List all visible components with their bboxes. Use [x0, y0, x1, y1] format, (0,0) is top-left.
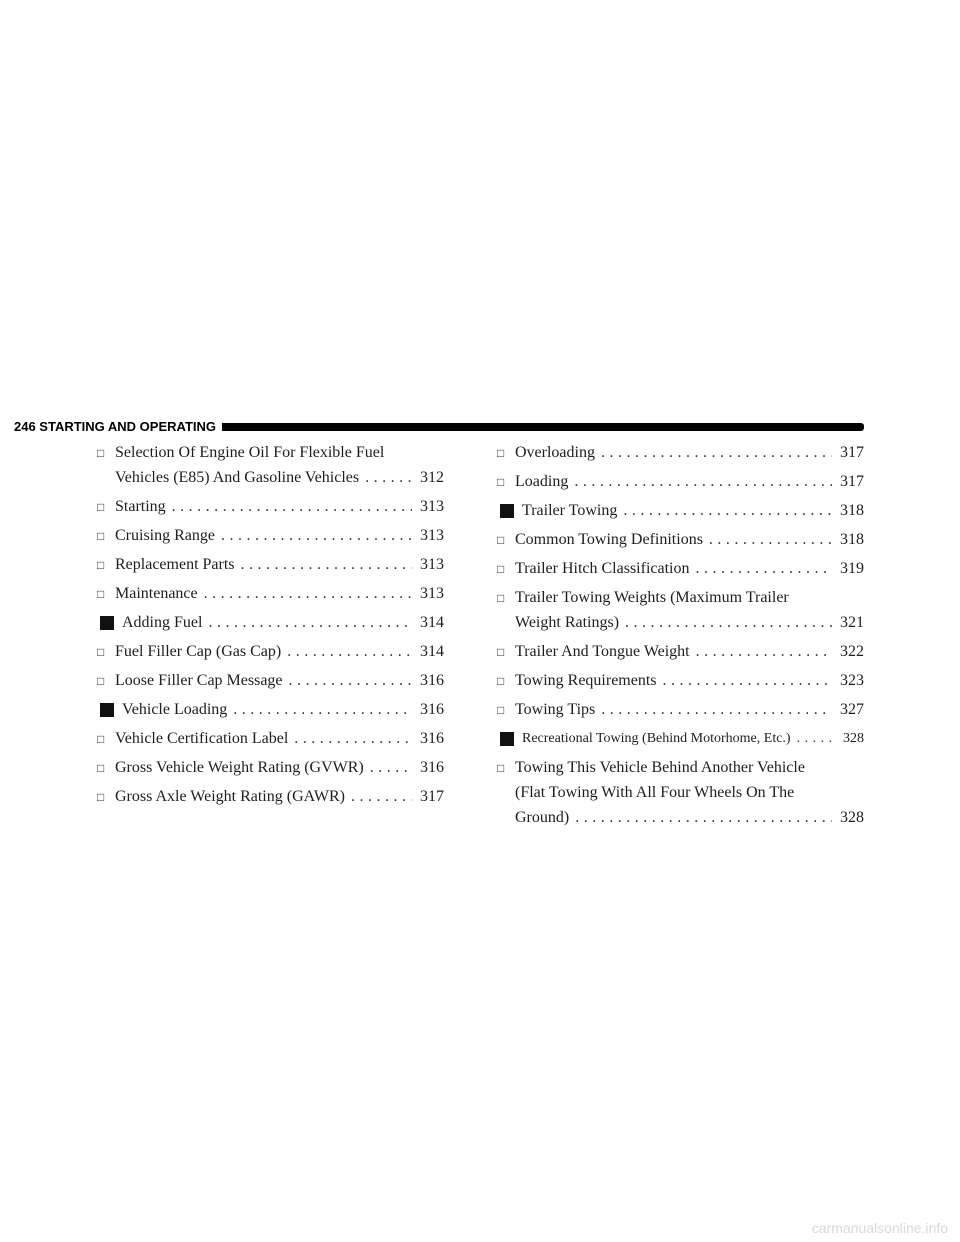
toc-entry-text: Gross Axle Weight Rating (GAWR) — [115, 788, 345, 805]
page-header — [14, 418, 864, 436]
page-number: 319 — [840, 560, 864, 577]
toc-subsection-entry[interactable] — [97, 755, 444, 780]
dot-leader — [370, 755, 412, 780]
toc-subsection-entry[interactable] — [497, 440, 864, 465]
page-number: 321 — [840, 614, 864, 631]
page-number: 318 — [840, 531, 864, 548]
hollow-square-icon: □ — [97, 500, 105, 514]
dot-leader — [696, 639, 832, 664]
toc-subsection-entry[interactable] — [497, 527, 864, 552]
black-square-bullet-icon — [500, 504, 514, 518]
page-number: 327 — [840, 701, 864, 718]
hollow-square-icon: □ — [97, 587, 105, 601]
page-number: 316 — [420, 701, 444, 718]
dot-leader — [221, 523, 412, 548]
hollow-square-icon: □ — [97, 790, 105, 804]
dot-leader — [696, 556, 833, 581]
dot-leader — [575, 805, 832, 830]
dot-leader — [208, 610, 412, 635]
hollow-square-icon: □ — [97, 558, 105, 572]
dot-leader — [365, 465, 412, 490]
hollow-square-icon: □ — [97, 761, 105, 775]
hollow-square-icon: □ — [497, 562, 505, 576]
toc-entry-text: Vehicles (E85) And Gasoline Vehicles — [115, 469, 360, 486]
page-number: 312 — [420, 469, 444, 486]
page-number: 317 — [840, 444, 864, 461]
toc-subsection-entry[interactable] — [97, 726, 444, 751]
toc-subsection-entry[interactable] — [97, 581, 444, 606]
dot-leader — [351, 784, 412, 809]
toc-entry-text: Adding Fuel — [122, 614, 203, 631]
page-number: 322 — [840, 643, 864, 660]
toc-entry-text: Trailer And Tongue Weight — [515, 643, 690, 660]
hollow-square-icon: □ — [97, 674, 105, 688]
dot-leader — [241, 552, 412, 577]
toc-section-entry[interactable] — [97, 610, 444, 635]
watermark: carmanualsonline.info — [811, 1220, 948, 1236]
dot-leader — [172, 494, 412, 519]
black-square-bullet-icon — [100, 703, 114, 717]
page-number: 313 — [420, 556, 444, 573]
hollow-square-icon: □ — [97, 529, 105, 543]
hollow-square-icon: □ — [97, 732, 105, 746]
hollow-square-icon: □ — [497, 446, 505, 460]
page-number: 313 — [420, 498, 444, 515]
toc-subsection-entry[interactable] — [497, 639, 864, 664]
dot-leader — [797, 726, 832, 751]
toc-entry-text: Loose Filler Cap Message — [115, 672, 283, 689]
toc-entry-text: Selection Of Engine Oil For Flexible Fuel — [115, 444, 385, 461]
page-number: 328 — [843, 731, 864, 746]
toc-entry-text: Towing Requirements — [515, 672, 657, 689]
toc-subsection-entry[interactable] — [497, 585, 864, 635]
toc-subsection-entry[interactable] — [497, 755, 864, 830]
hollow-square-icon: □ — [497, 703, 505, 717]
toc-entry-text: Overloading — [515, 444, 595, 461]
header-rule — [222, 423, 864, 431]
toc-entry-text: Trailer Hitch Classification — [515, 560, 690, 577]
toc-subsection-entry[interactable] — [497, 469, 864, 494]
toc-entry-text: Towing This Vehicle Behind Another Vehicle — [515, 759, 805, 776]
toc-subsection-entry[interactable] — [97, 440, 444, 490]
page-number: 328 — [840, 809, 864, 826]
hollow-square-icon: □ — [497, 591, 505, 605]
dot-leader — [601, 697, 832, 722]
page-number: 316 — [420, 759, 444, 776]
page-number: 313 — [420, 527, 444, 544]
toc-entry-text: Ground) — [515, 809, 570, 826]
hollow-square-icon: □ — [97, 645, 105, 659]
page-number: 316 — [420, 730, 444, 747]
toc-entry-text: Vehicle Loading — [122, 701, 228, 718]
black-square-bullet-icon — [100, 616, 114, 630]
dot-leader — [623, 498, 832, 523]
toc-entry-text: Towing Tips — [515, 701, 596, 718]
toc-entry-text: Trailer Towing — [522, 502, 618, 519]
dot-leader — [709, 527, 832, 552]
page-number: 314 — [420, 614, 444, 631]
hollow-square-icon: □ — [97, 446, 105, 460]
toc-entry-text: Vehicle Certification Label — [115, 730, 289, 747]
dot-leader — [663, 668, 832, 693]
toc-section-entry[interactable] — [497, 498, 864, 523]
toc-entry-text: Replacement Parts — [115, 556, 235, 573]
hollow-square-icon: □ — [497, 674, 505, 688]
toc-subsection-entry[interactable] — [497, 556, 864, 581]
toc-entry-text: Recreational Towing (Behind Motorhome, Etc.) — [522, 731, 791, 746]
toc-subsection-entry[interactable] — [97, 668, 444, 693]
toc-entry-text: Common Towing Definitions — [515, 531, 703, 548]
dot-leader — [625, 610, 832, 635]
toc-entry-text: Gross Vehicle Weight Rating (GVWR) — [115, 759, 364, 776]
dot-leader — [287, 639, 412, 664]
toc-section-entry[interactable] — [97, 697, 444, 722]
page-number: 313 — [420, 585, 444, 602]
page-number: 323 — [840, 672, 864, 689]
page-number: 317 — [840, 473, 864, 490]
toc-section-entry[interactable] — [497, 726, 864, 751]
toc-entry-text: (Flat Towing With All Four Wheels On The — [515, 784, 795, 801]
dot-leader — [289, 668, 412, 693]
toc-entry-text: Trailer Towing Weights (Maximum Trailer — [515, 589, 789, 606]
toc-subsection-entry[interactable] — [97, 523, 444, 548]
page-number: 318 — [840, 502, 864, 519]
toc-subsection-entry[interactable] — [497, 697, 864, 722]
hollow-square-icon: □ — [497, 761, 505, 775]
dot-leader — [233, 697, 412, 722]
toc-entry-text: Fuel Filler Cap (Gas Cap) — [115, 643, 282, 660]
dot-leader — [294, 726, 412, 751]
page-number: 316 — [420, 672, 444, 689]
toc-entry-text: Cruising Range — [115, 527, 215, 544]
hollow-square-icon: □ — [497, 533, 505, 547]
toc-entry-text: Loading — [515, 473, 569, 490]
hollow-square-icon: □ — [497, 645, 505, 659]
toc-subsection-entry[interactable] — [497, 668, 864, 693]
page-number: 317 — [420, 788, 444, 805]
toc-subsection-entry[interactable] — [97, 784, 444, 809]
toc-subsection-entry[interactable] — [97, 639, 444, 664]
toc-entry-text: Starting — [115, 498, 166, 515]
toc-right-column — [497, 440, 864, 834]
toc-entry-text: Weight Ratings) — [515, 614, 620, 631]
section-title: 246 STARTING AND OPERATING — [14, 419, 217, 434]
toc-subsection-entry[interactable] — [97, 494, 444, 519]
dot-leader — [601, 440, 832, 465]
toc-subsection-entry[interactable] — [97, 552, 444, 577]
toc-left-column — [97, 440, 444, 813]
hollow-square-icon: □ — [497, 475, 505, 489]
toc-entry-text: Maintenance — [115, 585, 198, 602]
dot-leader — [204, 581, 412, 606]
dot-leader — [574, 469, 832, 494]
page-number: 314 — [420, 643, 444, 660]
black-square-bullet-icon — [500, 732, 514, 746]
